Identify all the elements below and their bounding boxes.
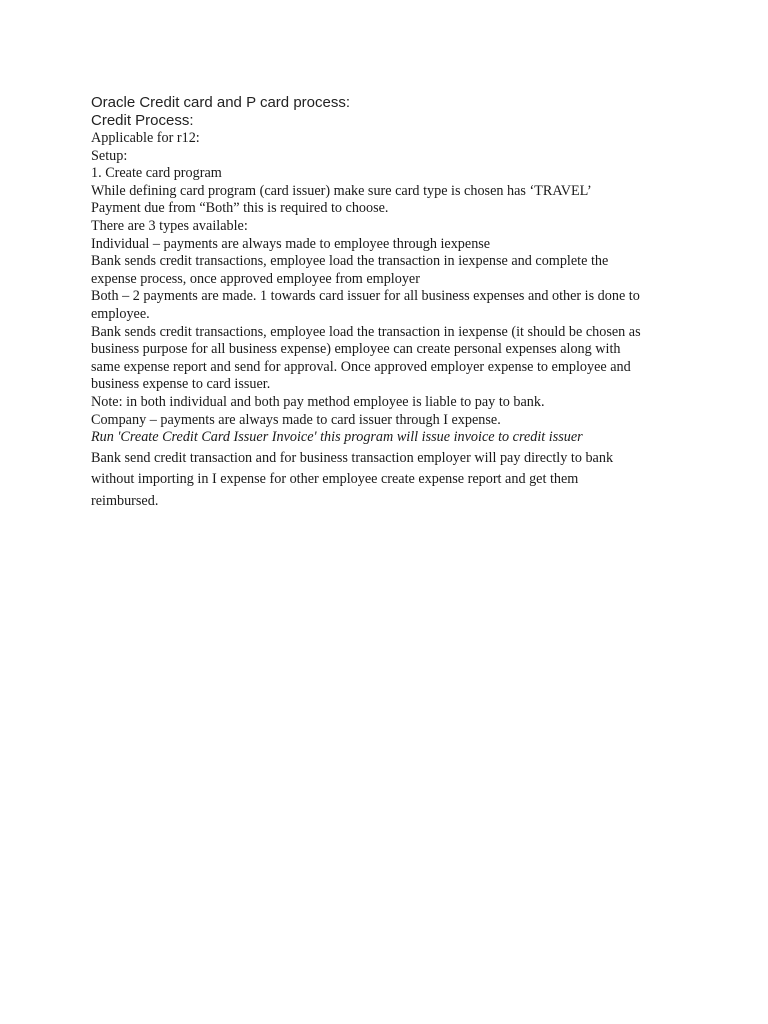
text-line-company: Company – payments are always made to card issuer through I expense. [91,411,501,428]
text-line-types-available: There are 3 types available: [91,217,248,234]
text-line-applicable: Applicable for r12: [91,130,200,146]
text-line-bank-both-1: Bank sends credit transactions, employee load the transaction in iexpense (it should be chosen as [91,323,641,340]
text-line-create-card-program: 1. Create card program [91,165,222,182]
text-line-bank-both-3: same expense report and send for approval. Once approved employer expense to employee and [91,358,631,375]
text-line-bank-individual-2: expense process, once approved employee from employer [91,270,420,287]
text-line-bank-company-2: without importing in I expense for other employee create expense report and get them [91,471,579,488]
text-line-setup: Setup: [91,147,128,164]
text-line-bank-company-1: Bank send credit transaction and for business transaction employer will pay directly to bank [91,449,614,466]
text-line-run-program: Run 'Create Credit Card Issuer Invoice' this program will issue invoice to credit issuer [91,429,583,446]
text-line-bank-both-4: business expense to card issuer. [91,376,271,393]
text-line-bank-individual-1: Bank sends credit transactions, employee load the transaction in iexpense and complete the [91,253,609,270]
document-page [91,94,731,512]
document-subtitle: Credit Process: [91,112,194,129]
text-line-payment-due: Payment due from “Both” this is required to choose. [91,200,389,217]
text-line-both-2: employee. [91,305,150,322]
text-line-bank-company-3: reimbursed. [91,492,159,509]
text-line-card-type: While defining card program (card issuer) make sure card type is chosen has ‘TRAVEL’ [91,182,592,199]
text-line-bank-both-2: business purpose for all business expense) employee can create personal expenses along with [91,341,621,358]
paragraph-bank-company [91,448,731,513]
document-title: Oracle Credit card and P card process: [91,94,351,111]
text-line-note: Note: in both individual and both pay method employee is liable to pay to bank. [91,393,545,410]
text-line-individual: Individual – payments are always made to employee through iexpense [91,235,491,252]
text-line-both-1: Both – 2 payments are made. 1 towards card issuer for all business expenses and other is done to [91,288,640,305]
document-body [91,130,731,447]
